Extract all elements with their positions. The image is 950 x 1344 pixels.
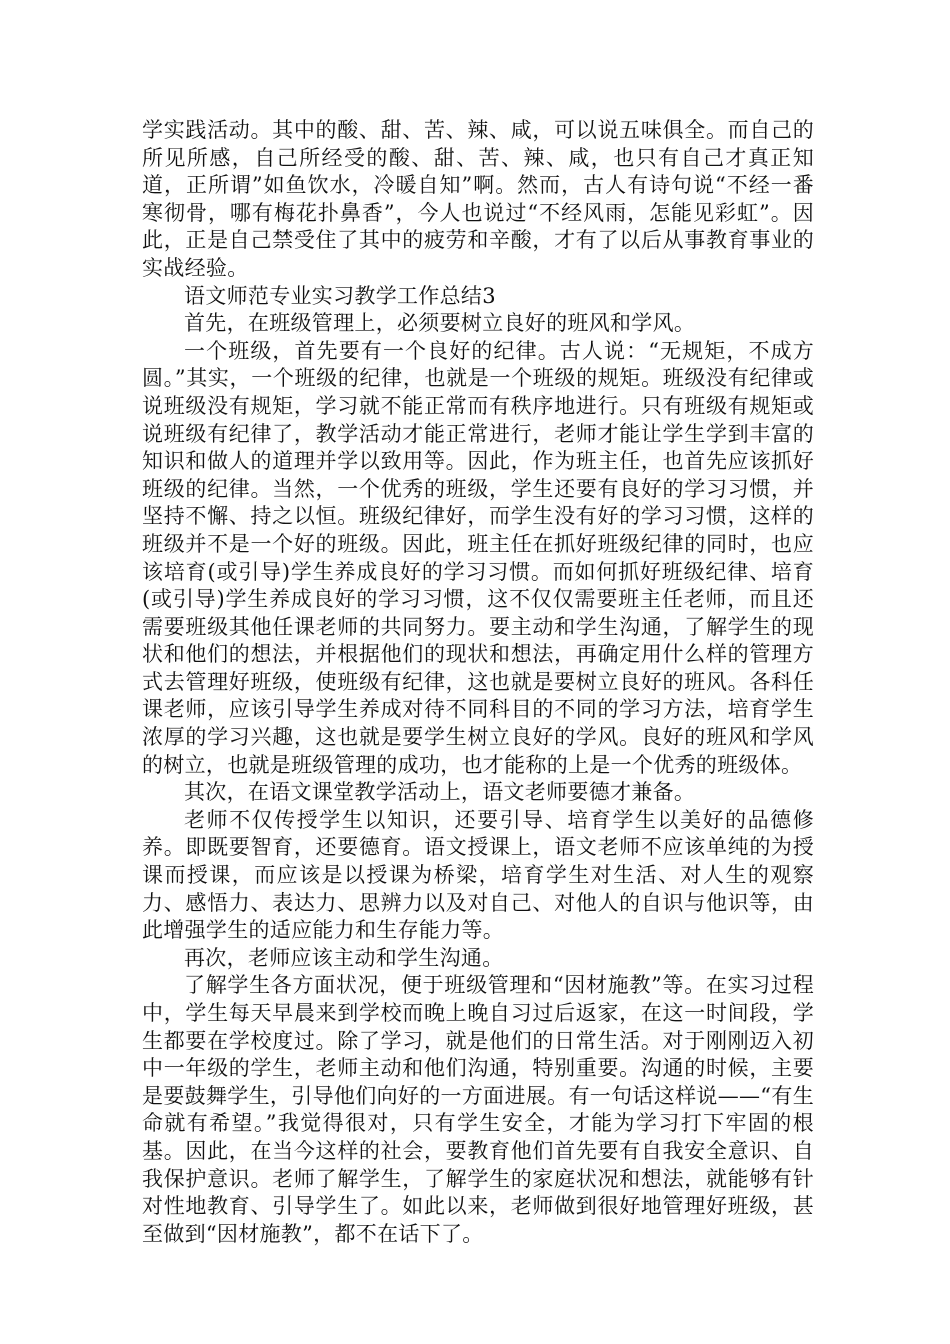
paragraph-3: 首先，在班级管理上，必须要树立良好的班风和学风。 xyxy=(184,311,696,336)
document-body xyxy=(142,117,814,1248)
paragraph-5: 其次，在语文课堂教学活动上，语文老师要德才兼备。 xyxy=(184,780,696,805)
paragraph-6: 老师不仅传授学生以知识，还要引导、培育学生以美好的品德修养。即既要智育，还要德育。语文授课上，语文老师不应该单纯的为授课而授课，而应该是以授课为桥梁，培育学生对生活、对人生的观察力、感悟力、表达力、思辨力以及对自己、对他人的自识与他识等，由此增强学生的适应能力和生存能力等。 xyxy=(142,807,814,943)
paragraph-7: 再次，老师应该主动和学生沟通。 xyxy=(184,945,504,970)
paragraph-1: 学实践活动。其中的酸、甜、苦、辣、咸，可以说五味俱全。而自己的所见所感，自己所经受的酸、甜、苦、辣、咸，也只有自己才真正知道，正所谓”如鱼饮水，冷暖自知”啊。然而，古人有诗句说“不经一番寒彻骨，哪有梅花扑鼻香”，今人也说过“不经风雨，怎能见彩虹”。因此，正是自己禁受住了其中的疲劳和辛酸，才有了以后从事教育事业的实战经验。 xyxy=(142,118,814,280)
paragraph-4: 一个班级，首先要有一个良好的纪律。古人说：“无规矩，不成方圆。”其实，一个班级的纪律，也就是一个班级的规矩。班级没有纪律或说班级没有规矩，学习就不能正常而有秩序地进行。只有班级有规矩或说班级有纪律了，教学活动才能正常进行，老师才能让学生学到丰富的知识和做人的道理并学以致用等。因此，作为班主任，也首先应该抓好班级的纪律。当然，一个优秀的班级，学生还要有良好的学习习惯，并坚持不懈、持之以恒。班级纪律好，而学生没有好的学习习惯，这样的班级并不是一个好的班级。因此，班主任在抓好班级纪律的同时，也应该培育(或引导)学生养成良好的学习习惯。而如何抓好班级纪律、培育(或引导)学生养成良好的学习习惯，这不仅仅需要班主任老师，而且还需要班级其他任课老师的共同努力。要主动和学生沟通，了解学生的现状和他们的想法，并根据他们的现状和想法，再确定用什么样的管理方式去管理好班级，使班级有纪律，这也就是要树立良好的班风。各科任课老师，应该引导学生养成对待不同科目的不同的学习方法，培育学生浓厚的学习兴趣，这也就是要学生树立良好的学风。良好的班风和学风的树立，也就是班级管理的成功，也才能称的上是一个优秀的班级体。 xyxy=(142,338,814,777)
paragraph-8: 了解学生各方面状况，便于班级管理和“因材施教”等。在实习过程中，学生每天早晨来到学校而晚上晚自习过后返家，在这一时间段，学生都要在学校度过。除了学习，就是他们的日常生活。对于刚刚迈入初中一年级的学生，老师主动和他们沟通，特别重要。沟通的时候，主要是要鼓舞学生，引导他们向好的一方面进展。有一句话这样说——“有生命就有希望。”我觉得很对，只有学生安全，才能为学习打下牢固的根基。因此，在当今这样的社会，要教育他们首先要有自我安全意识、自我保护意识。老师了解学生，了解学生的家庭状况和想法，就能够有针对性地教育、引导学生了。如此以来，老师做到很好地管理好班级，甚至做到“因材施教”，都不在话下了。 xyxy=(142,973,814,1246)
section-heading: 语文师范专业实习教学工作总结3 xyxy=(184,283,496,308)
